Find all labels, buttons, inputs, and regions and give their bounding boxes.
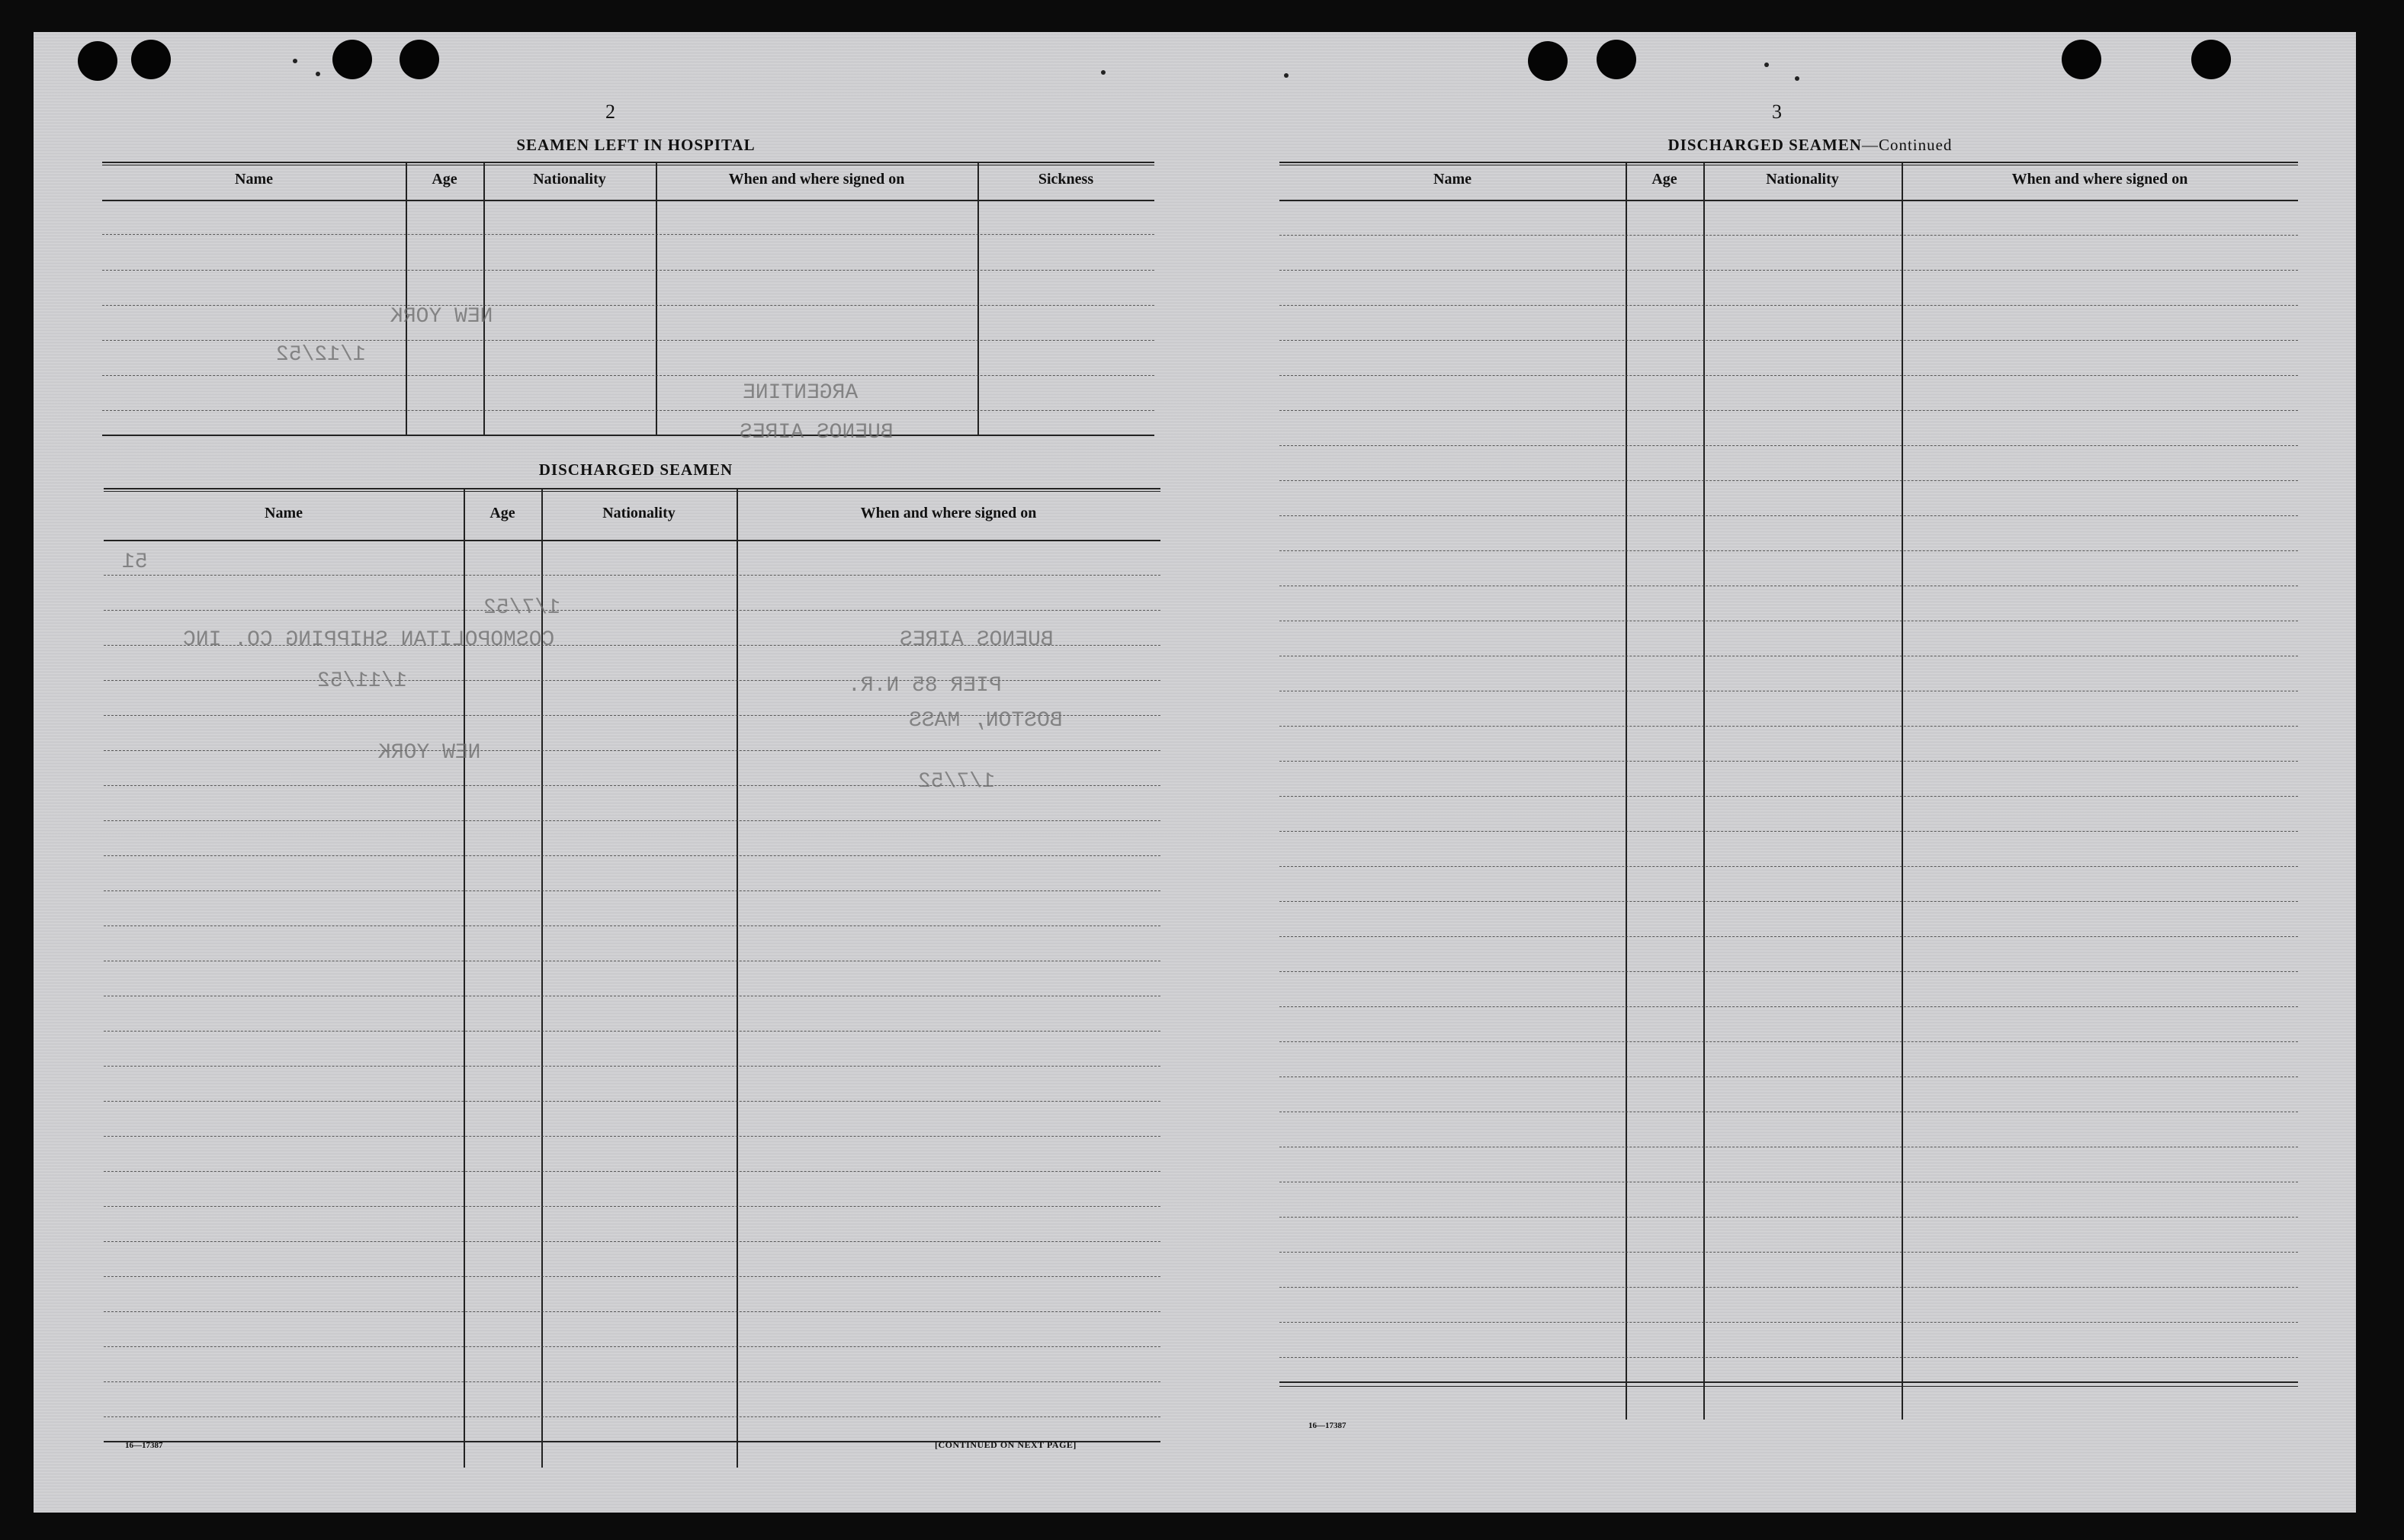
punch-hole bbox=[400, 40, 439, 79]
punch-hole bbox=[1597, 40, 1636, 79]
hospital-col-signed-on: When and where signed on bbox=[728, 171, 905, 188]
bleed-through-text: BUENOS AIRES bbox=[900, 628, 1054, 652]
discharged-continued-title bbox=[1276, 136, 2344, 155]
continued-col-signed-on: When and where signed on bbox=[2011, 171, 2188, 188]
speck bbox=[1101, 70, 1106, 75]
hospital-col-nationality: Nationality bbox=[533, 171, 606, 188]
continued-col-age: Age bbox=[1651, 171, 1677, 188]
speck bbox=[1764, 63, 1769, 67]
bleed-through-text: BOSTON, MASS bbox=[909, 709, 1063, 733]
discharged-col-name: Name bbox=[265, 505, 303, 521]
left-page-number: 2 bbox=[605, 101, 615, 123]
punch-hole bbox=[2191, 40, 2231, 79]
punch-hole bbox=[131, 40, 171, 79]
bleed-through-text: 1/11/52 bbox=[317, 669, 407, 693]
bleed-through-text: PIER 85 N.R. bbox=[848, 674, 1002, 698]
bleed-through-text: NEW YORK bbox=[390, 305, 493, 329]
bleed-through-text: 51 bbox=[122, 550, 148, 574]
bleed-through-text: BUENOS AIRES bbox=[740, 421, 894, 444]
hospital-col-age: Age bbox=[432, 171, 457, 188]
discharged-section-title: DISCHARGED SEAMEN bbox=[538, 460, 733, 479]
bleed-through-text: 1/7/52 bbox=[918, 770, 995, 794]
bleed-through-text: COSMOPOLITAN SHIPPING CO. INC bbox=[183, 628, 555, 652]
discharged-table-right bbox=[1279, 162, 2298, 1420]
discharged-continued-title-main: DISCHARGED SEAMEN bbox=[1667, 136, 1862, 154]
bleed-through-text: 1/12/52 bbox=[276, 343, 366, 367]
bleed-through-text: 1/7/52 bbox=[483, 596, 560, 620]
punch-hole bbox=[332, 40, 372, 79]
continued-note: [CONTINUED ON NEXT PAGE] bbox=[935, 1439, 1077, 1450]
continued-col-name: Name bbox=[1433, 171, 1472, 188]
speck bbox=[316, 72, 320, 76]
right-form-code: 16—17387 bbox=[1308, 1421, 1346, 1430]
punch-hole bbox=[1528, 41, 1568, 81]
discharged-col-nationality: Nationality bbox=[602, 505, 676, 521]
speck bbox=[293, 59, 297, 63]
bleed-through-text: ARGENTINE bbox=[743, 381, 859, 405]
scanned-form-sheet bbox=[34, 32, 2356, 1513]
speck bbox=[1795, 76, 1799, 81]
bleed-through-text: NEW YORK bbox=[378, 741, 481, 765]
continued-col-nationality: Nationality bbox=[1766, 171, 1839, 188]
hospital-table bbox=[102, 162, 1154, 436]
discharged-continued-suffix: —Continued bbox=[1861, 136, 1953, 154]
right-page-number: 3 bbox=[1772, 101, 1782, 123]
left-form-code: 16—17387 bbox=[125, 1441, 163, 1450]
hospital-section-title: SEAMEN LEFT IN HOSPITAL bbox=[516, 136, 756, 154]
discharged-col-signed-on: When and where signed on bbox=[860, 505, 1037, 521]
hospital-col-name: Name bbox=[235, 171, 273, 188]
discharged-col-age: Age bbox=[489, 505, 515, 521]
hospital-col-sickness: Sickness bbox=[1038, 171, 1094, 188]
punch-hole bbox=[78, 41, 117, 81]
speck bbox=[1284, 73, 1289, 78]
punch-hole bbox=[2062, 40, 2101, 79]
